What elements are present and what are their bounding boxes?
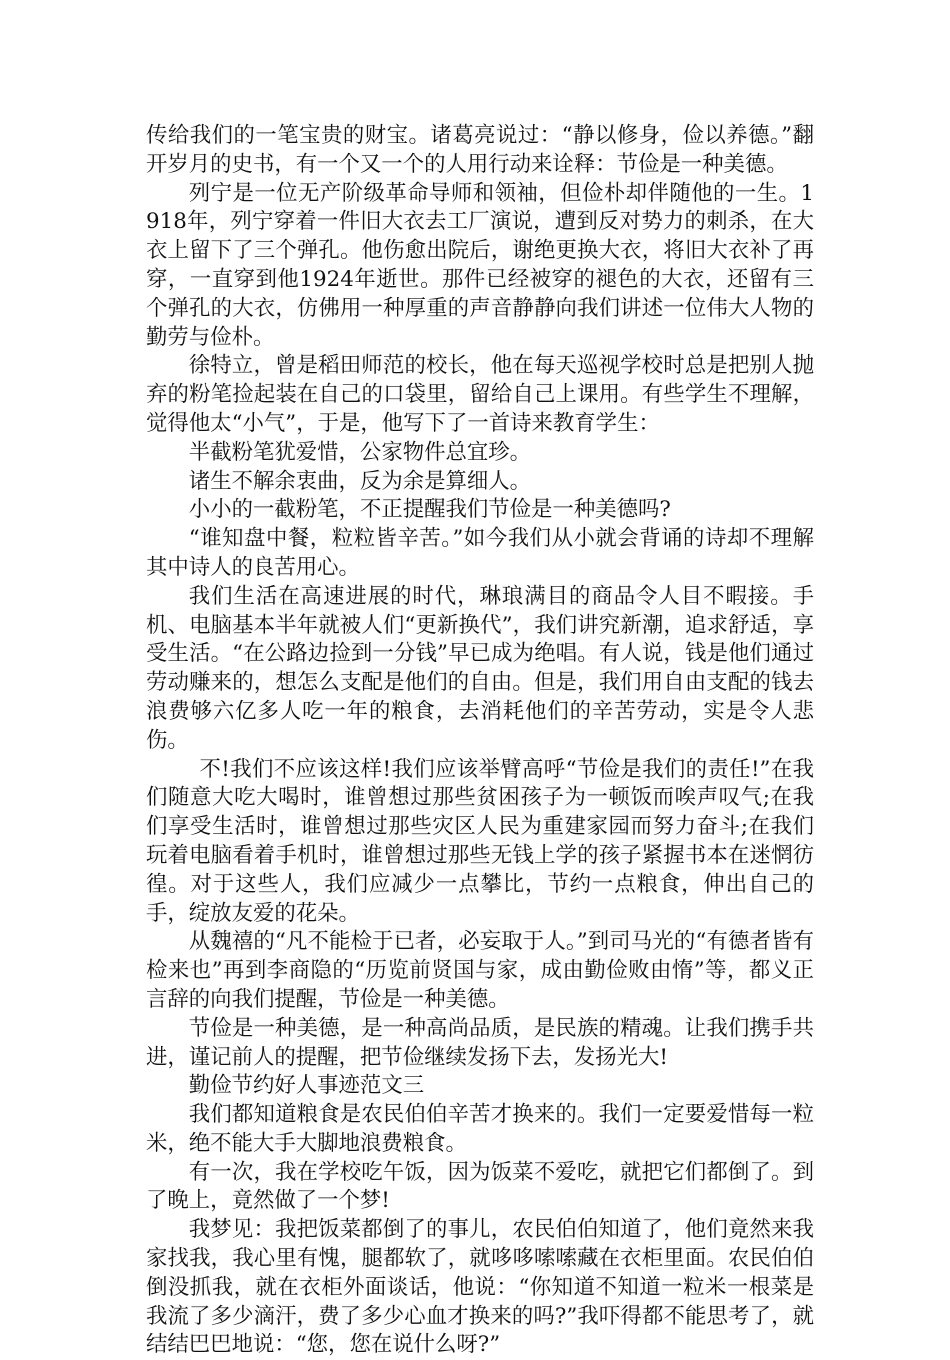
paragraph-3: 徐特立，曾是稻田师范的校长，他在每天巡视学校时总是把别人抛弃的粉笔捡起装在自己的口袋里，留给自己上课用。有些学生不理解，觉得他太“小气”，于是，他写下了一首诗来教育学生： (146, 353, 814, 436)
poem-line-2: 诸生不解余衷曲，反为余是算细人。 (188, 468, 532, 494)
section-heading: 勤俭节约好人事迹范文三 (188, 1073, 425, 1099)
paragraph-5: “谁知盘中餐，粒粒皆辛苦。”如今我们从小就会背诵的诗却不理解其中诗人的良苦用心。 (146, 526, 814, 580)
paragraph-8: 从魏禧的“凡不能检于已者，必妄取于人。”到司马光的“有德者皆有检来也”再到李商隐的“历览前贤国与家，成由勤俭败由惰”等，都义正言辞的向我们提醒，节俭是一种美德。 (146, 929, 814, 1012)
paragraph-12: 我梦见：我把饭菜都倒了的事儿，农民伯伯知道了，他们竟然来我家找我，我心里有愧，腿都软了，就哆哆嗦嗦藏在衣柜里面。农民伯伯倒没抓我，就在衣柜外面谈话，他说：“你知道不知道一粒米一根菜是我流了多少滴汗，费了多少心血才换来的吗?”我吓得都不能思考了，就结结巴巴地说：“您，您在说什么呀?” (146, 1217, 814, 1358)
document-body (146, 122, 814, 1360)
paragraph-9: 节俭是一种美德，是一种高尚品质，是民族的精魂。让我们携手共进，谨记前人的提醒，把节俭继续发扬下去，发扬光大! (146, 1015, 814, 1070)
paragraph-6: 我们生活在高速进展的时代，琳琅满目的商品令人目不暇接。手机、电脑基本半年就被人们“更新换代”，我们讲究新潮，追求舒适，享受生活。“在公路边捡到一分钱”早已成为绝唱。有人说，钱是他们通过劳动赚来的，想怎么支配是他们的自由。但是，我们用自由支配的钱去浪费够六亿多人吃一年的粮食，去消耗他们的辛苦劳动，实是令人悲伤。 (146, 583, 814, 753)
paragraph-10: 我们都知道粮食是农民伯伯辛苦才换来的。我们一定要爱惜每一粒米，绝不能大手大脚地浪费粮食。 (146, 1102, 814, 1156)
paragraph-11: 有一次，我在学校吃午饭，因为饭菜不爱吃，就把它们都倒了。到了晚上，竟然做了一个梦! (146, 1159, 814, 1214)
poem-line-1: 半截粉笔犹爱惜，公家物件总宜珍。 (188, 439, 532, 465)
paragraph-4: 小小的一截粉笔，不正提醒我们节俭是一种美德吗? (188, 497, 671, 523)
paragraph-1: 传给我们的一笔宝贵的财宝。诸葛亮说过：“静以修身，俭以养德。”翻开岁月的史书，有一个又一个的人用行动来诠释：节俭是一种美德。 (146, 123, 814, 177)
paragraph-7: 不!我们不应该这样!我们应该举臂高呼“节俭是我们的责任!”在我们随意大吃大喝时，谁曾想过那些贫困孩子为一顿饭而唉声叹气;在我们享受生活时，谁曾想过那些灾区人民为重建家园而努力奋斗;在我们玩着电脑看着手机时，谁曾想过那些无钱上学的孩子紧握书本在迷惘彷徨。对于这些人，我们应减少一点攀比，节约一点粮食，伸出自己的手，绽放友爱的花朵。 (146, 756, 814, 926)
paragraph-2: 列宁是一位无产阶级革命导师和领袖，但俭朴却伴随他的一生。1918年，列宁穿着一件旧大衣去工厂演说，遭到反对势力的刺杀，在大衣上留下了三个弹孔。他伤愈出院后，谢绝更换大衣，将旧大衣补了再穿，一直穿到他1924年逝世。那件已经被穿的褪色的大衣，还留有三个弹孔的大衣，仿佛用一种厚重的声音静静向我们讲述一位伟大人物的勤劳与俭朴。 (146, 180, 814, 350)
